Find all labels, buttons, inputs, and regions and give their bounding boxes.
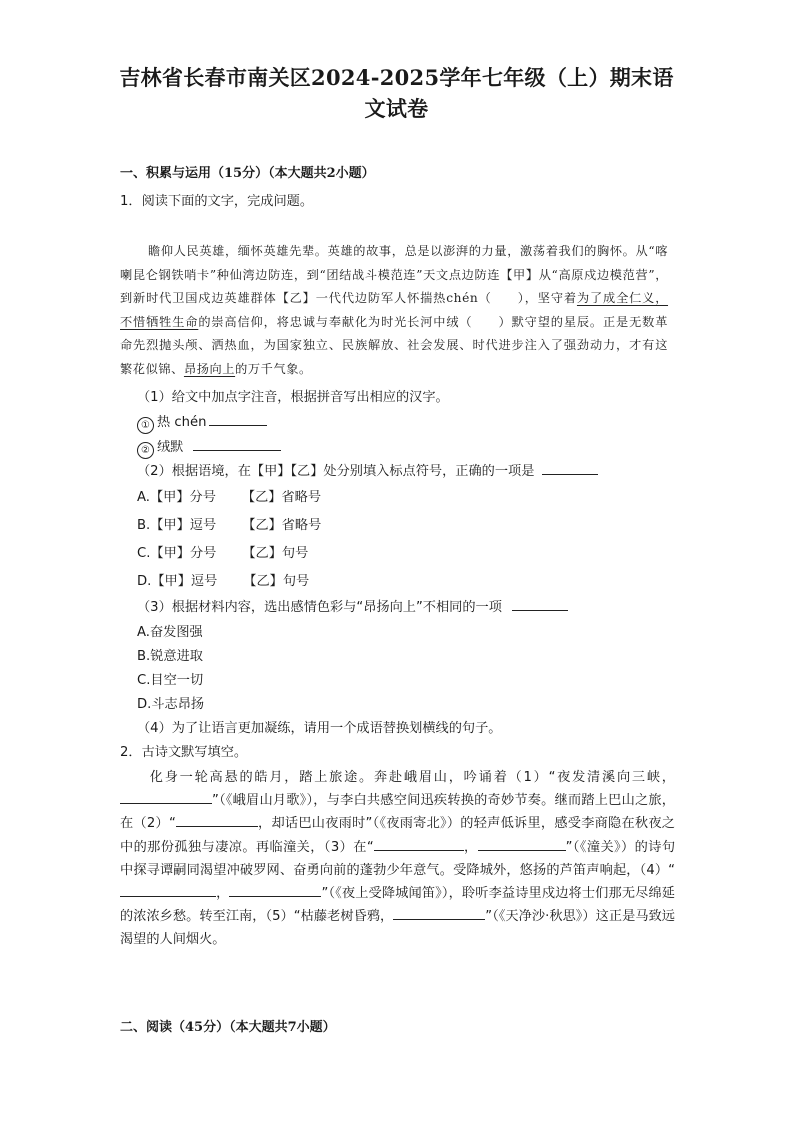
title-line-2: 文试卷	[364, 96, 429, 121]
option3-b[interactable]: B.锐意进取	[137, 649, 203, 664]
poem-text-3: ，却话巴山夜雨时”（《夜雨寄北》）的轻声低诉里，感受李商隐在秋夜之中的那份孤独与凄凉。再临潼关，（3）在“	[120, 816, 675, 855]
answer-blank[interactable]	[374, 836, 464, 851]
q1-sub3	[137, 596, 571, 615]
answer-blank[interactable]	[120, 882, 216, 897]
option-part-a: C.【甲】分号	[137, 546, 217, 561]
section1-heading: 一、积累与运用（15分）（本大题共2小题）	[120, 166, 375, 181]
option-part-b: 【乙】省略号	[241, 490, 322, 505]
q1-sub2	[137, 460, 601, 479]
option-part-b: 【乙】句号	[242, 546, 309, 561]
q1-item2	[137, 436, 284, 459]
answer-blank[interactable]	[209, 411, 267, 426]
passage-underlined-word: 昂扬向上	[183, 361, 236, 376]
q1-sub1: （1）给文中加点字注音，根据拼音写出相应的汉字。	[137, 390, 449, 405]
poem-text-5: ”（《潼关》）的诗句中探寻谭嗣同渴望冲破罗网、奋勇向前的蓬勃少年意气。受降城外，悠扬的芦笛声响起，（4）“	[120, 839, 676, 878]
option-part-a: A.【甲】分号	[137, 490, 216, 505]
item2-text: 绒默	[157, 440, 184, 455]
poem-text-1: 化身一轮高悬的皓月，踏上旅途。奔赴峨眉山，吟诵着（1）“夜发清溪向三峡，	[148, 770, 675, 785]
title-line-1: 吉林省长春市南关区2024-2025学年七年级（上）期末语	[119, 65, 674, 90]
passage-pinyin: chén（ ），坚守着	[446, 291, 577, 305]
option-part-b: 【乙】省略号	[242, 518, 322, 533]
poem-text-6: ，	[216, 886, 230, 902]
page-title	[100, 62, 693, 124]
passage-underlined-sentence: 为了成全仁义，不惜牺牲生命	[120, 291, 669, 329]
answer-blank[interactable]	[478, 836, 566, 851]
q1-sub4: （4）为了让语言更加凝练，请用一个成语替换划横线的句子。	[137, 721, 502, 736]
item1-text: 热 chén	[157, 415, 207, 430]
sub3-text: （3）根据材料内容，选出感情色彩与“昂扬向上”不相同的一项	[137, 600, 502, 615]
q1-passage	[120, 240, 668, 381]
sub2-text: （2）根据语境，在【甲】【乙】处分别填入标点符号，正确的一项是	[137, 464, 535, 479]
answer-blank[interactable]	[512, 596, 568, 611]
poem-text-8: ”（《天净沙·秋思》）这正是马致远渴望的人间烟火。	[120, 909, 675, 948]
answer-blank[interactable]	[229, 882, 321, 897]
circled-number: ①	[137, 417, 154, 434]
option2-b[interactable]	[137, 514, 321, 533]
poem-text-7: ”（《夜上受降城闻笛》），聆听李益诗里戍边将士们那无尽绵延的浓浓乡愁。转至江南，（5）“枯藤老树昏鸦，	[120, 886, 675, 925]
answer-blank[interactable]	[193, 436, 281, 451]
answer-blank[interactable]	[542, 460, 598, 475]
passage-part-3: 的万千气象。	[235, 361, 312, 376]
passage-part-2: 的崇高信仰，将忠诚与奉献化为时光长河中绒（ ）默守望的星辰。正是无数革命先烈抛头颅、洒热血，为国家独立、民族解放、社会发展、时代进步注入了强劲动力，才有这繁花似锦、	[120, 314, 668, 376]
answer-blank[interactable]	[120, 789, 212, 804]
answer-blank[interactable]	[393, 905, 485, 920]
poem-text-4: ，	[463, 839, 478, 855]
option3-d[interactable]: D.斗志昂扬	[137, 697, 205, 712]
q2-stem: 2．古诗文默写填空。	[120, 745, 248, 760]
q1-stem: 1．阅读下面的文字，完成问题。	[120, 194, 314, 209]
option2-a[interactable]	[137, 486, 321, 505]
q1-item1	[137, 411, 270, 434]
option2-c[interactable]	[137, 542, 308, 561]
option-part-b: 【乙】句号	[243, 574, 310, 589]
option3-c[interactable]: C.目空一切	[137, 673, 204, 688]
poem-text-2: ”（《峨眉山月歌》），与李白共感空间迅疾转换的奇妙节奏。继而踏上巴山之旅，在（2）“	[120, 793, 675, 832]
option-part-a: D.【甲】逗号	[137, 574, 218, 589]
option2-d[interactable]	[137, 570, 309, 589]
circled-number: ②	[137, 442, 154, 459]
section2-heading: 二、阅读（45分）（本大题共7小题）	[120, 1020, 336, 1035]
option3-a[interactable]: A.奋发图强	[137, 625, 203, 640]
passage-part-1: 瞻仰人民英雄，缅怀英雄先辈。英雄的故事，总是以澎湃的力量，激荡着我们的胸怀。从“喀喇昆仑钢铁哨卡”种仙湾边防连，到“团结战斗模范连”天文点边防连【甲】从“高原戍边模范营”，到新时代卫国戍边英雄群体【乙】一代代边防军人怀揣热	[120, 244, 668, 305]
q2-passage	[120, 766, 675, 952]
option-part-a: B.【甲】逗号	[137, 518, 217, 533]
answer-blank[interactable]	[176, 812, 258, 827]
